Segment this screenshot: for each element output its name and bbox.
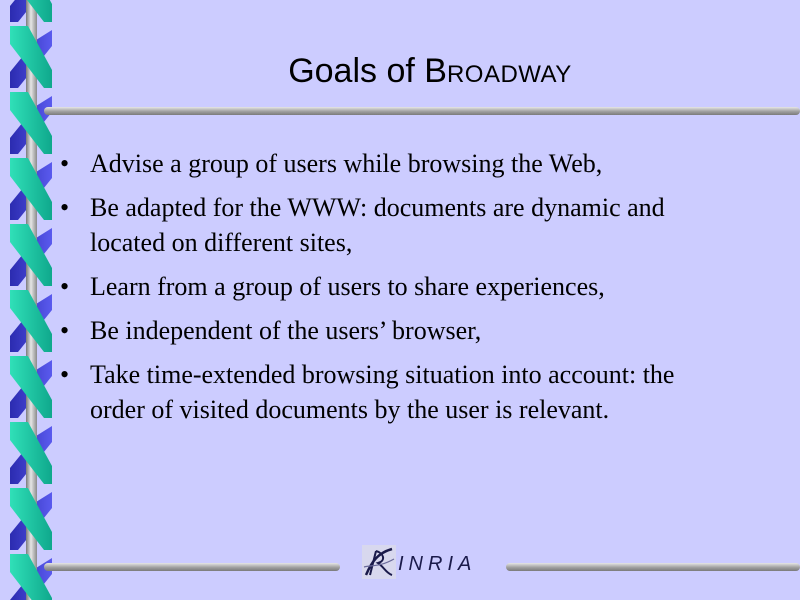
- bullet-dot: •: [60, 272, 70, 301]
- slide-title-main: Goals of B: [288, 52, 447, 90]
- bullet-line: Be independent of the users’ browser,: [90, 316, 482, 345]
- bullet-item: [60, 357, 780, 427]
- inria-logo-text: INRIA: [398, 553, 477, 575]
- bullet-line: Take time-extended browsing situation into account: the: [90, 360, 675, 389]
- inria-logo-icon: [362, 545, 396, 579]
- inria-logo: [360, 543, 490, 587]
- bottom-left-divider-rod: [44, 563, 340, 571]
- top-divider-rod: [44, 107, 800, 115]
- bullet-item: [60, 146, 780, 181]
- bullet-list: [60, 146, 780, 436]
- bullet-line: order of visited documents by the user is relevant.: [90, 395, 610, 424]
- bullet-dot: •: [60, 316, 70, 345]
- bullet-item: [60, 313, 780, 348]
- bottom-right-divider-rod: [506, 563, 800, 571]
- left-ribbon-decoration: [0, 0, 60, 600]
- bullet-item: [60, 190, 780, 260]
- slide-title: [100, 52, 760, 91]
- bullet-dot: •: [60, 193, 70, 222]
- bullet-dot: •: [60, 149, 70, 178]
- bullet-line: Be adapted for the WWW: documents are dynamic and: [90, 193, 665, 222]
- bullet-line: located on different sites,: [90, 228, 353, 257]
- bullet-dot: •: [60, 360, 70, 389]
- bullet-item: [60, 269, 780, 304]
- slide-title-smallcaps: ROADWAY: [446, 61, 572, 88]
- bullet-line: Advise a group of users while browsing the Web,: [90, 149, 603, 178]
- bullet-line: Learn from a group of users to share experiences,: [90, 272, 605, 301]
